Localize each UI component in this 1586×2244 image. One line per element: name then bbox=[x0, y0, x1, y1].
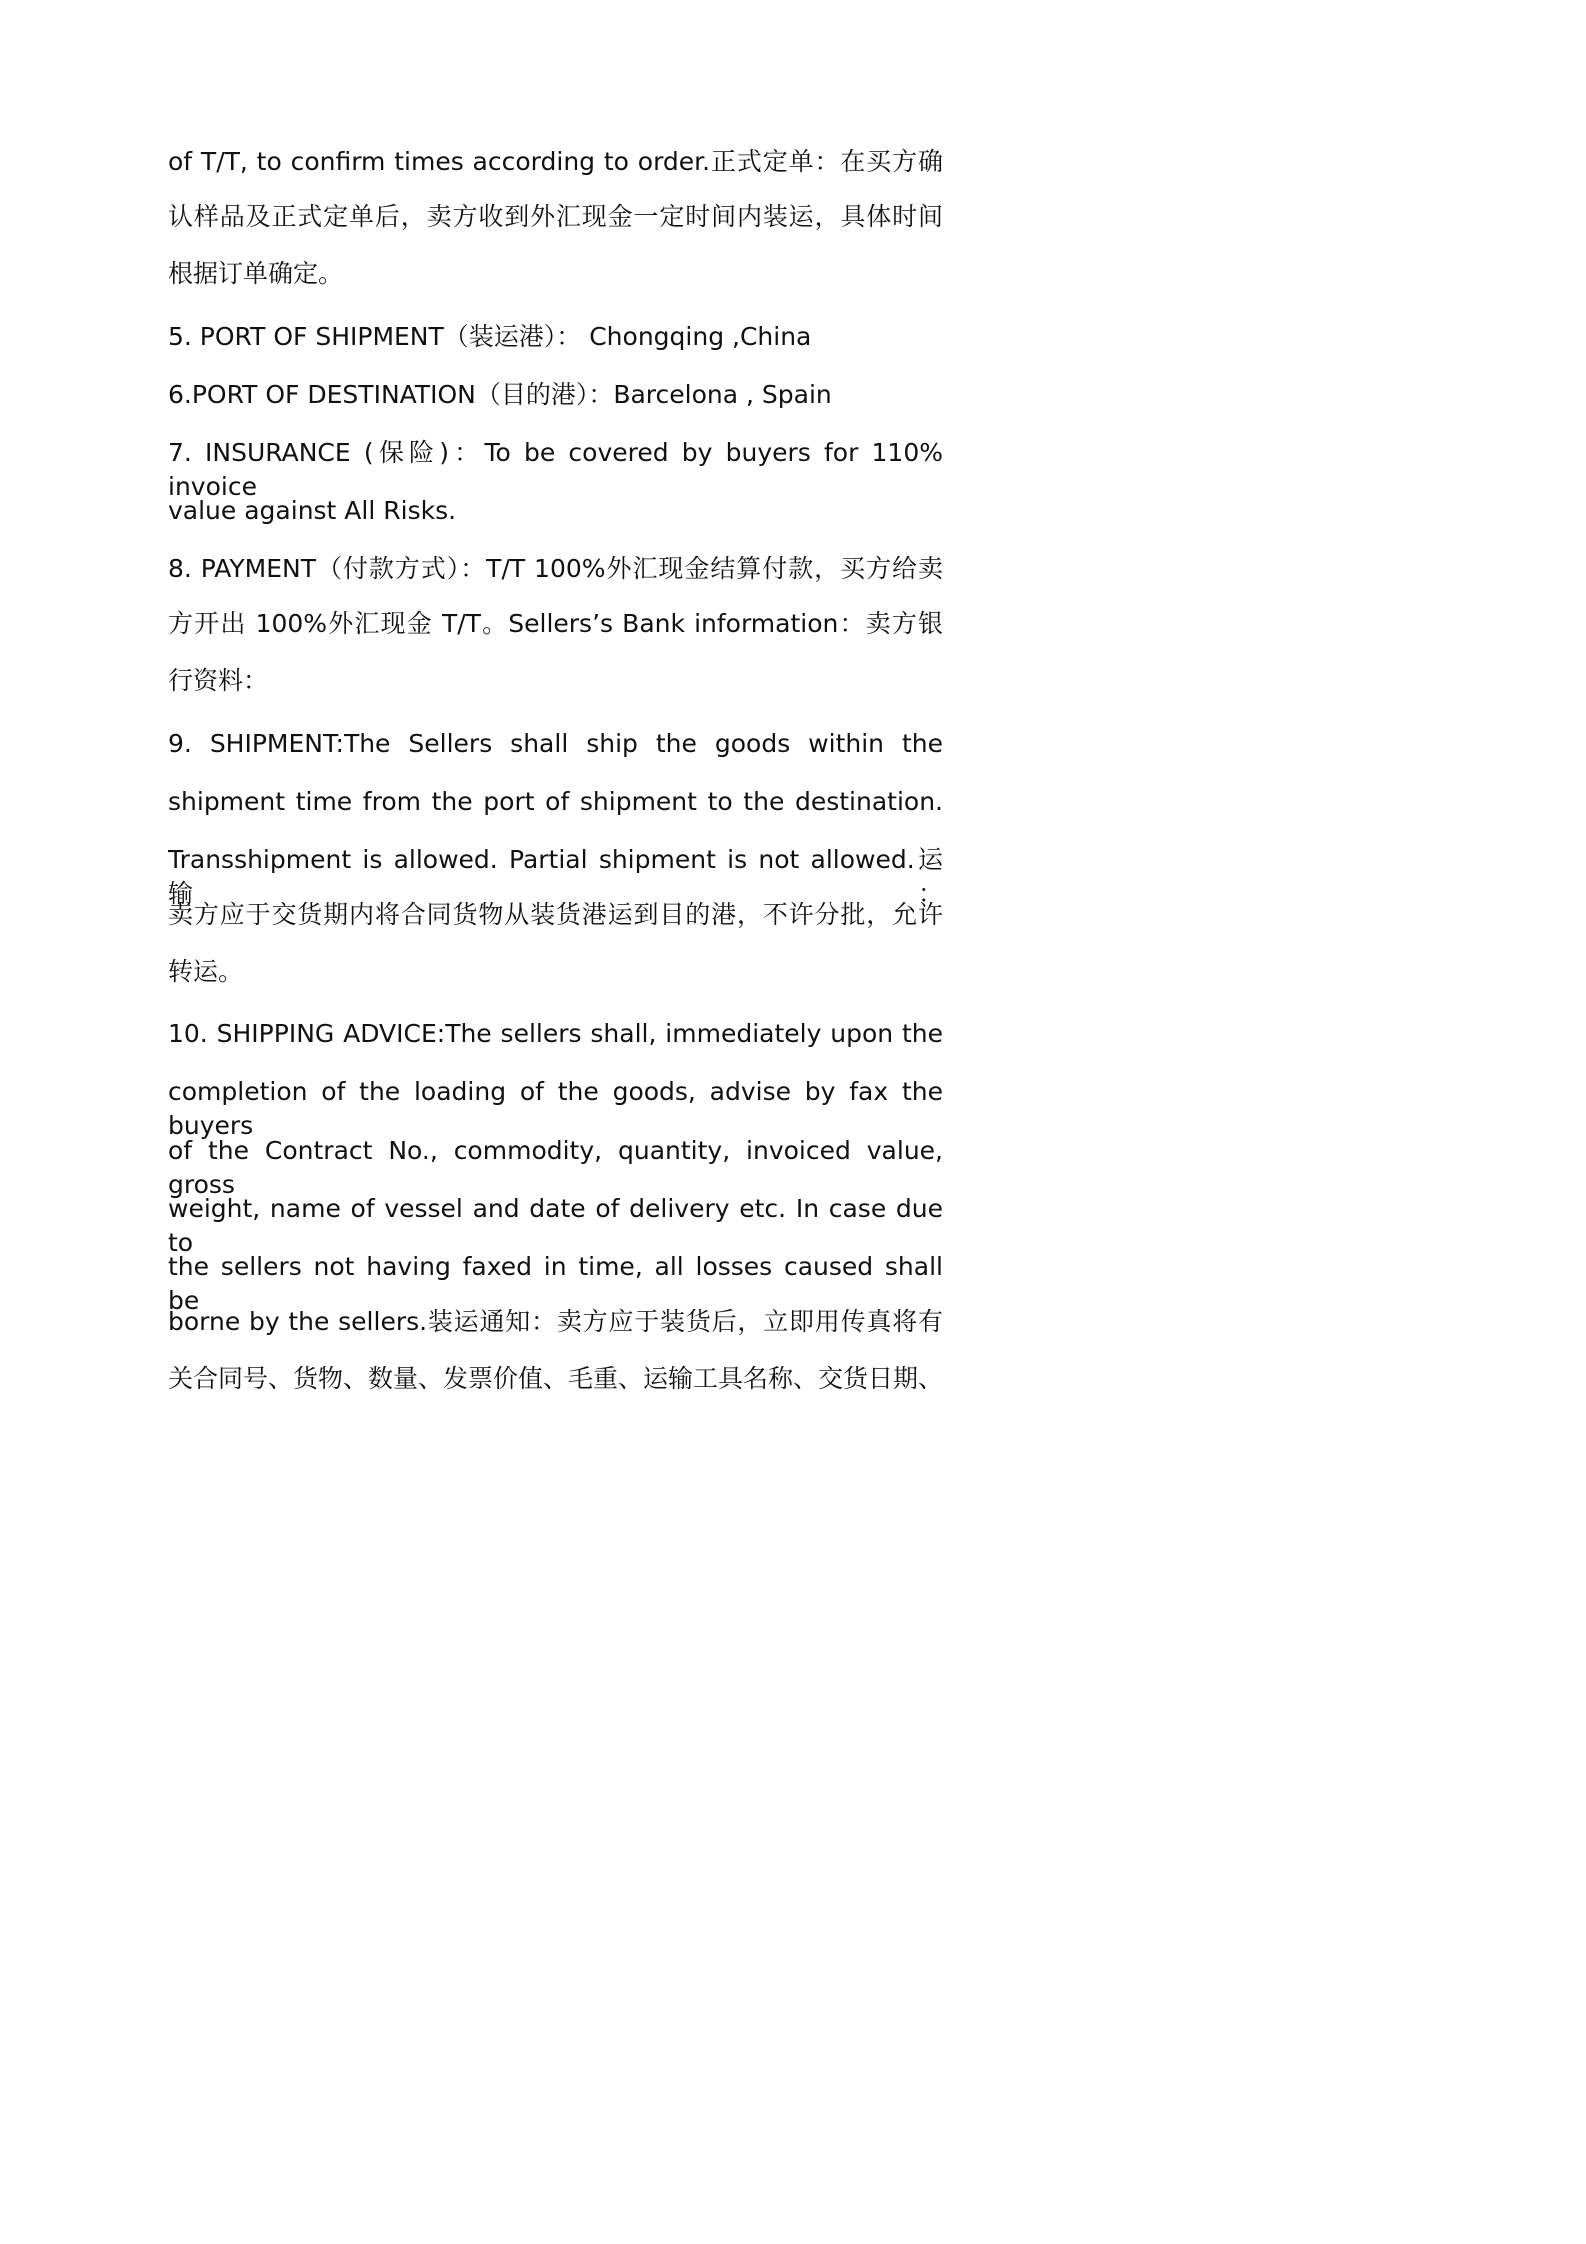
document-page bbox=[0, 0, 1100, 1557]
text-line: 关合同号、货物、数量、发票价值、毛重、运输工具名称、交货日期、 bbox=[168, 1364, 943, 1393]
text-line: 8. PAYMENT（付款方式）：T/T 100%外汇现金结算付款，买方给卖 bbox=[168, 554, 943, 583]
text-line: the sellers not having faxed in time, all losses caused shall be bbox=[168, 1252, 943, 1315]
text-line: 7. INSURANCE (保险)：To be covered by buyers for 110% invoice bbox=[168, 438, 943, 501]
text-line: 转运。 bbox=[168, 957, 244, 986]
text-line: shipment time from the port of shipment to the destination. bbox=[168, 787, 943, 816]
text-line: of the Contract No., commodity, quantity, invoiced value, gross bbox=[168, 1136, 943, 1199]
text-line: 9. SHIPMENT:The Sellers shall ship the goods within the bbox=[168, 729, 943, 758]
text-line: 认样品及正式定单后，卖方收到外汇现金一定时间内装运，具体时间 bbox=[168, 202, 943, 231]
text-line: completion of the loading of the goods, advise by fax the buyers bbox=[168, 1077, 943, 1140]
text-line: 10. SHIPPING ADVICE:The sellers shall, immediately upon the bbox=[168, 1019, 943, 1048]
text-line: 6.PORT OF DESTINATION（目的港）：Barcelona , Spain bbox=[168, 380, 832, 409]
text-line: value against All Risks. bbox=[168, 496, 457, 525]
text-line: Transshipment is allowed. Partial shipment is not allowed.运输： bbox=[168, 845, 943, 908]
text-line: 卖方应于交货期内将合同货物从装货港运到目的港，不许分批，允许 bbox=[168, 900, 943, 929]
text-line: 方开出 100%外汇现金 T/T。Sellers’s Bank information：卖方银 bbox=[168, 609, 943, 638]
text-line: borne by the sellers.装运通知：卖方应于装货后，立即用传真将有 bbox=[168, 1307, 943, 1336]
text-line: 5. PORT OF SHIPMENT（装运港）： Chongqing ,China bbox=[168, 322, 812, 351]
text-line: weight, name of vessel and date of delivery etc. In case due to bbox=[168, 1194, 943, 1257]
text-line: of T/T, to confirm times according to order.正式定单：在买方确 bbox=[168, 147, 943, 176]
text-line: 根据订单确定。 bbox=[168, 259, 344, 288]
text-line: 行资料： bbox=[168, 666, 269, 695]
